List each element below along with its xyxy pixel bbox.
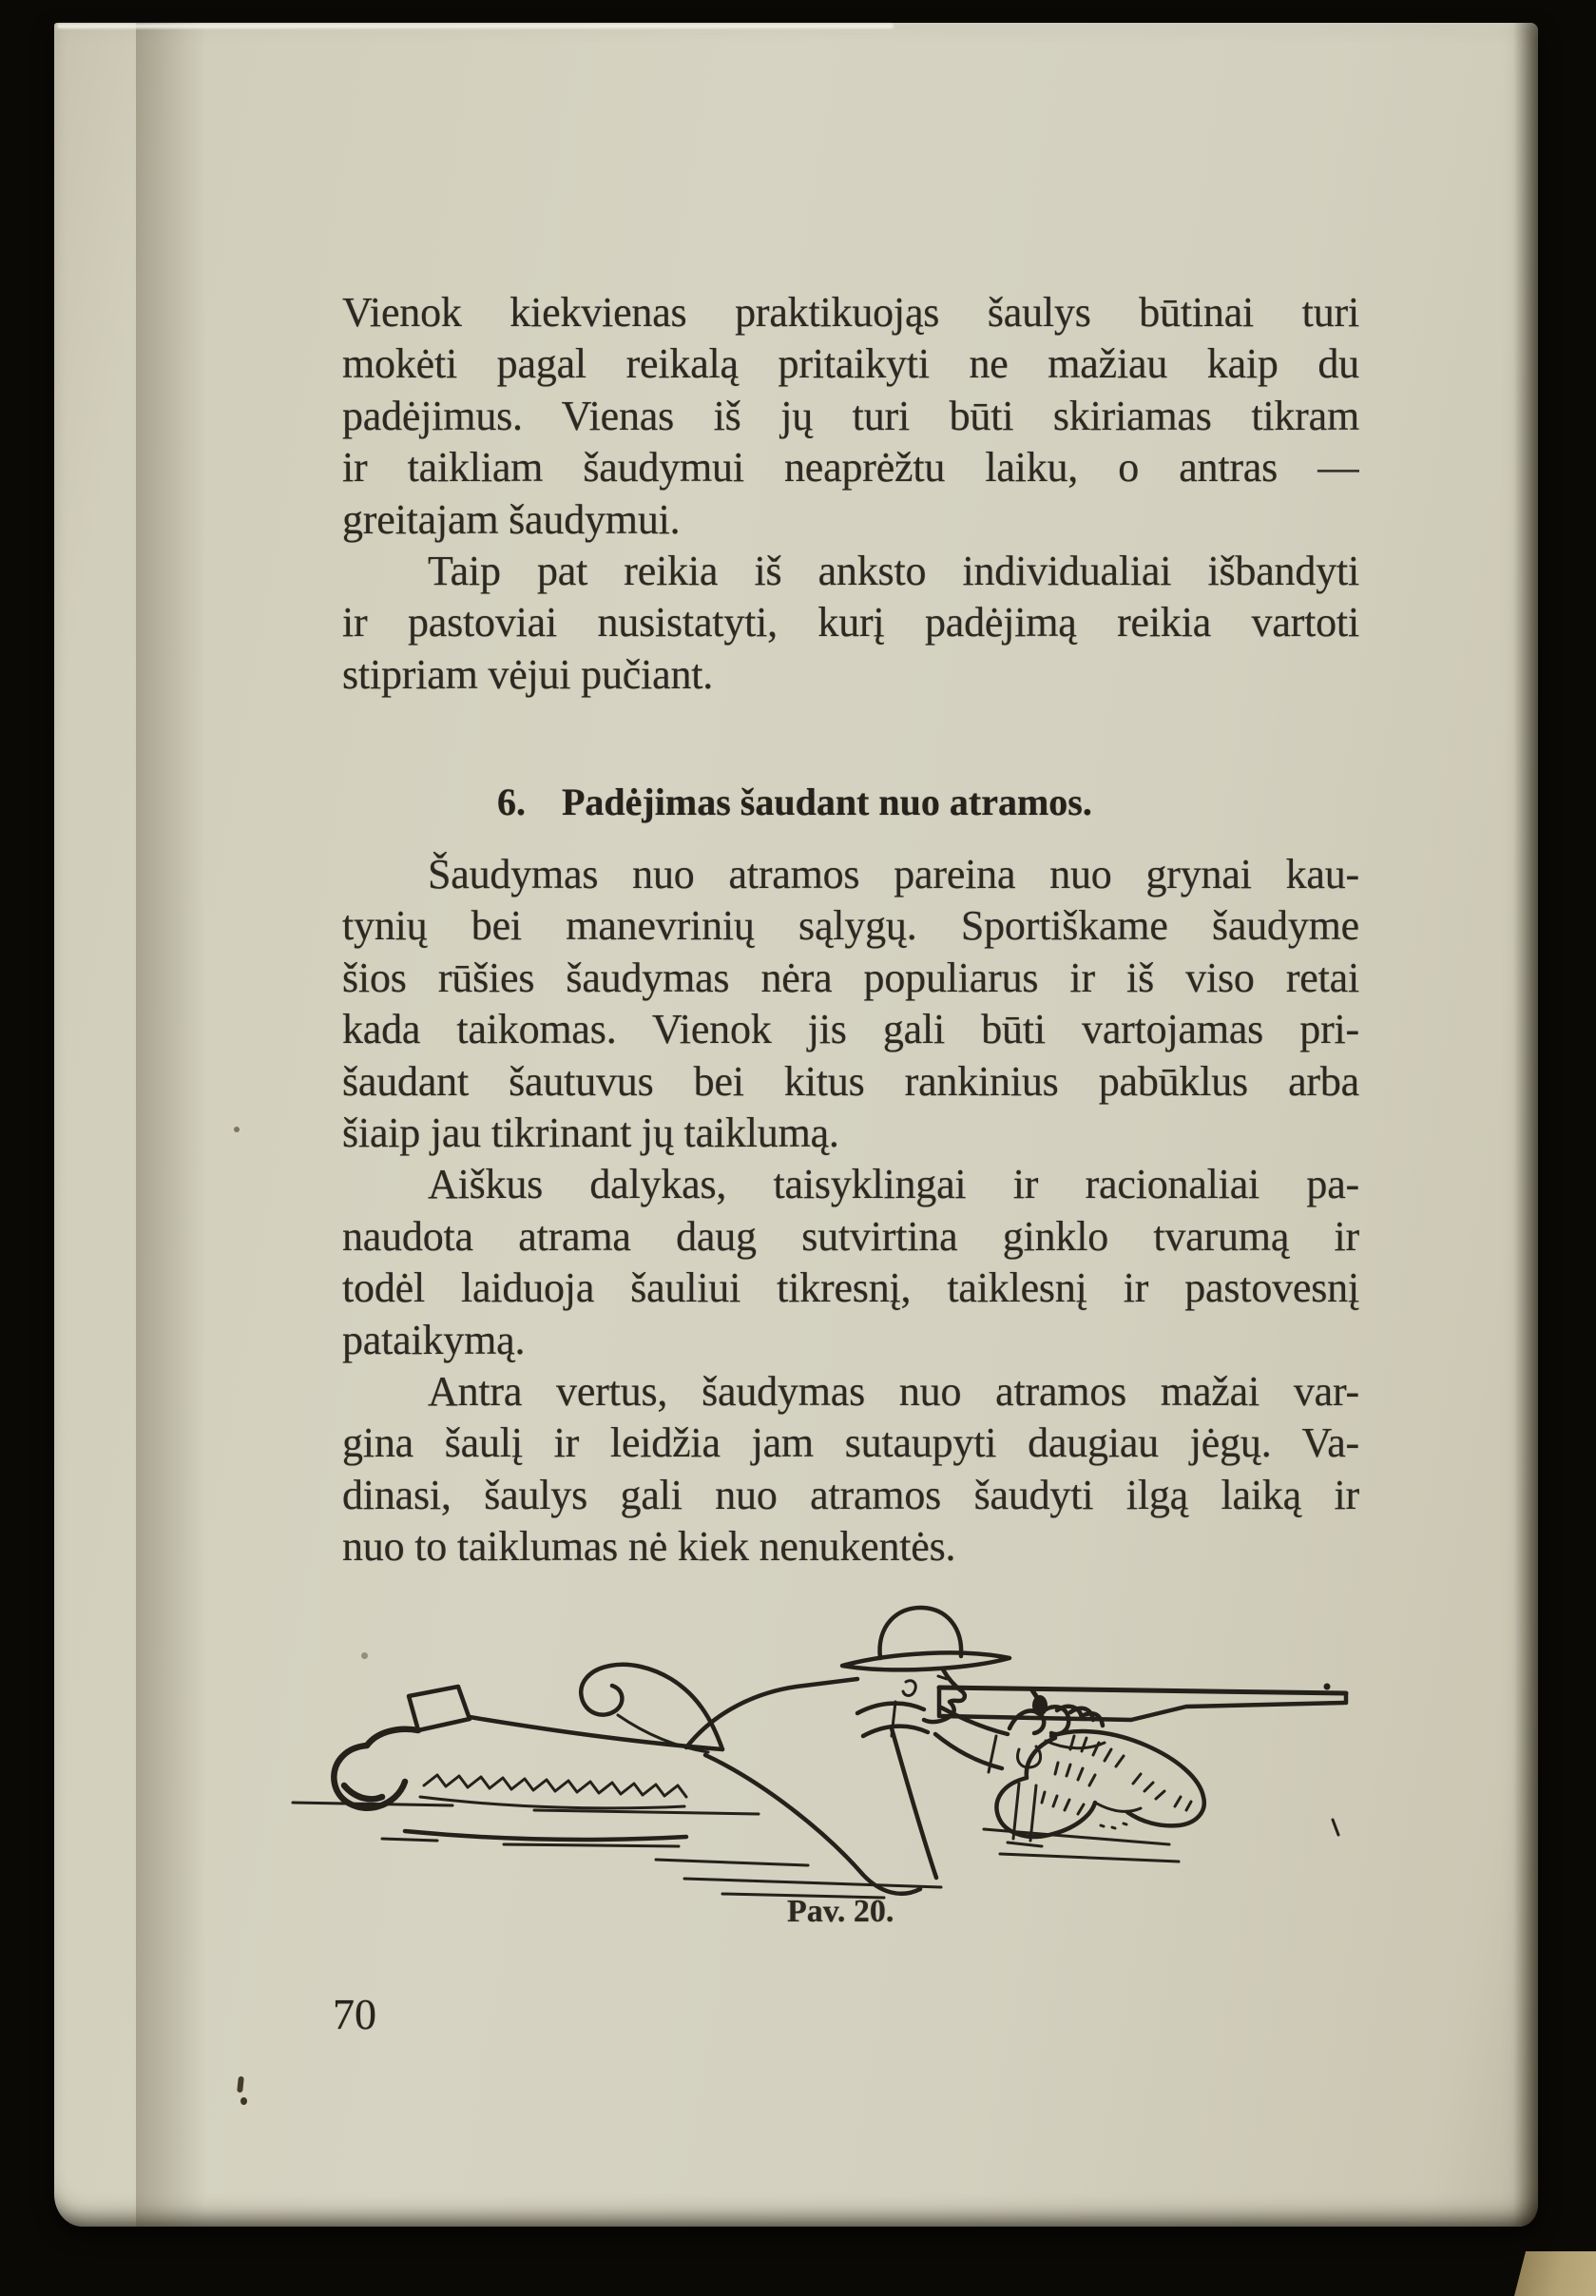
- line-of-text: Taip pat reikia iš anksto individualiai išbandyti: [428, 547, 1359, 594]
- line-of-text: ir taikliam šaudymui neaprėžtu laiku, o antras —: [342, 444, 1359, 492]
- line-of-text: kada taikomas. Vienok jis gali būti vartojamas pri-: [342, 1006, 1359, 1053]
- line-of-text: šios rūšies šaudymas nėra populiarus ir iš viso retai: [342, 954, 1359, 1001]
- line-of-text: gina šaulį ir leidžia jam sutaupyti daugiau jėgų. Va-: [342, 1419, 1359, 1467]
- ink-speck: [234, 1127, 240, 1132]
- page-right-edge-shadow: [1513, 23, 1538, 2227]
- next-page-corner: [1514, 2251, 1596, 2296]
- line-of-text: ir pastoviai nusistatyti, kurį padėjimą reikia vartoti: [342, 599, 1359, 646]
- page-stack-edges: [54, 23, 136, 2227]
- line-of-text: greitajam šaudymui.: [342, 495, 681, 543]
- line-of-text: Šaudymas nuo atramos pareina nuo grynai kau-: [428, 851, 1359, 897]
- ink-speck: [361, 1652, 368, 1659]
- section-heading: [497, 780, 1092, 824]
- line-of-text: naudota atrama daug sutvirtina ginklo tvarumą ir: [342, 1212, 1359, 1260]
- section-title: Padėjimas šaudant nuo atramos.: [562, 781, 1092, 823]
- line-of-text: šaudant šautuvus bei kitus rankinius pabūklus arba: [342, 1057, 1359, 1105]
- page-number: 70: [333, 1990, 376, 2038]
- line-of-text: mokėti pagal reikalą pritaikyti ne mažiau kaip du: [342, 340, 1359, 388]
- line-of-text: šiaip jau tikrinant jų taiklumą.: [342, 1109, 839, 1156]
- section-number: 6.: [497, 781, 526, 823]
- line-of-text: dinasi, šaulys gali nuo atramos šaudyti ilgą laiką ir: [342, 1471, 1359, 1518]
- ink-mark: [240, 2097, 247, 2105]
- prone-rifleman-illustration: [276, 1605, 1359, 1900]
- line-of-text: Vienok kiekvienas praktikuojąs šaulys būtinai turi: [342, 289, 1359, 336]
- line-of-text: nuo to taiklumas nė kiek nenukentės.: [342, 1523, 956, 1571]
- line-of-text: tynių bei manevrinių sąlygų. Sportiškame šaudyme: [342, 902, 1359, 950]
- text-block-upper: [342, 287, 1359, 701]
- line-of-text: stipriam vėjui pučiant.: [342, 650, 714, 698]
- line-of-text: Aiškus dalykas, taisyklingai ir racionaliai pa-: [428, 1161, 1359, 1208]
- page-top-highlight: [57, 24, 894, 29]
- gutter-shadow: [136, 23, 206, 2227]
- line-of-text: Antra vertus, šaudymas nuo atramos mažai var-: [428, 1367, 1359, 1415]
- line-of-text: todėl laiduoja šauliui tikresnį, taiklesnį ir pastovesnį: [342, 1264, 1359, 1312]
- text-block-lower: [342, 849, 1359, 1572]
- line-of-text: pataikymą.: [342, 1316, 526, 1363]
- figure-caption: Pav. 20.: [787, 1894, 894, 1929]
- line-of-text: padėjimus. Vienas iš jų turi būti skiriamas tikram: [342, 392, 1359, 439]
